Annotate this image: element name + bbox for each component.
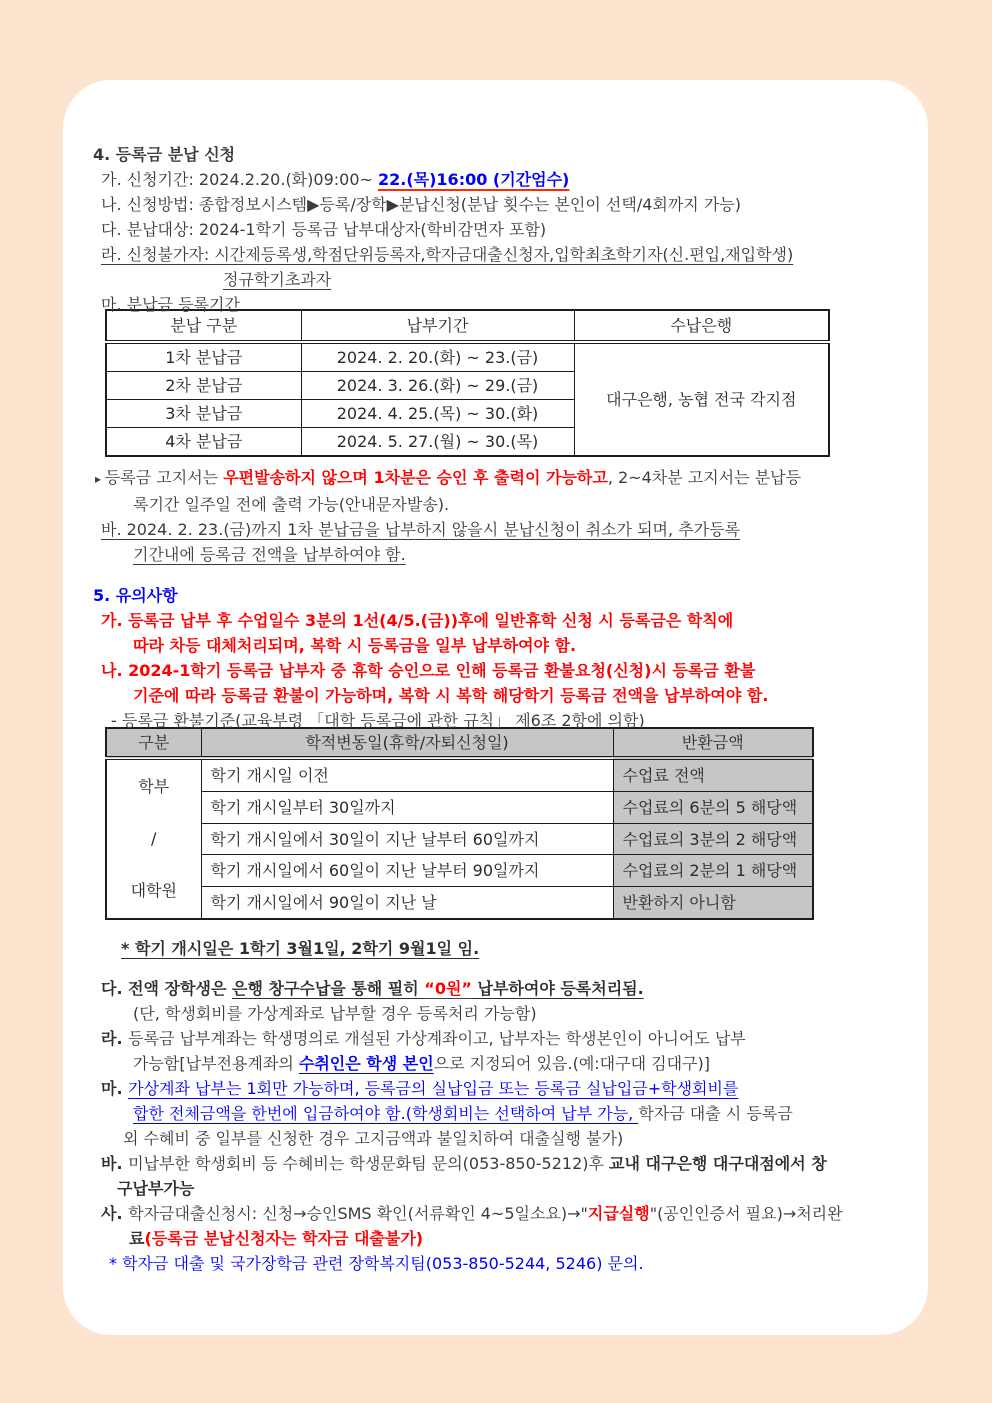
text-segment: (등록금 분납신청자는 학자금 대출불가)	[144, 1229, 424, 1248]
text-segment: 으로 지정되어 있음.(예:대구대 김대구)]	[433, 1054, 710, 1073]
table-row	[106, 823, 813, 855]
table-cell: 4차 분납금	[106, 428, 301, 457]
text-segment: 마.	[101, 1079, 129, 1098]
text-segment: 바. 2024. 2. 23.(금)까지 1차 분납금을 납부하지 않을시 분납신청이 취소가 되며, 추가등록	[101, 520, 740, 539]
text-line	[133, 542, 914, 567]
text-segment: 다. 전액 장학생은	[101, 979, 232, 998]
table-cell: 2024. 2. 20.(화) ~ 23.(금)	[301, 342, 574, 372]
text-line	[133, 683, 914, 708]
installment-table-head	[106, 310, 829, 342]
text-segment: 가상계좌 납부는 1회만 가능하며, 등록금의 실납입금 또는 등록금 실납입금+학생회비를	[128, 1079, 739, 1098]
text-segment: 정규학기초과자	[223, 270, 332, 289]
change-date-cell: 학기 개시일에서 90일이 지난 날	[201, 887, 613, 919]
table-cell: 2024. 3. 26.(화) ~ 29.(금)	[301, 372, 574, 400]
text-segment: 학자금대출신청시: 신청→승인SMS 확인(서류확인 4~5일소요)→"	[128, 1204, 588, 1223]
group-line: 대학원	[130, 881, 177, 900]
text-segment: - 등록금 환불기준(교육부령 「대학 등록금에 관한 규칙」 제6조 2항에 의함)	[111, 711, 645, 730]
text-line	[123, 1126, 914, 1151]
text-segment: 은행 창구수납을 통해 필히	[231, 979, 425, 998]
text-line	[109, 1251, 914, 1276]
refund-amount-cell: 수업료의 6분의 5 해당액	[613, 791, 813, 823]
text-line	[101, 192, 914, 217]
text-line	[133, 1051, 914, 1076]
change-date-cell: 학기 개시일에서 30일이 지난 날부터 60일까지	[201, 823, 613, 855]
table-cell: 2차 분납금	[106, 372, 301, 400]
refund-table-body	[106, 758, 813, 919]
refund-amount-cell: 수업료의 2분의 1 해당액	[613, 855, 813, 887]
text-segment: 22.(목)16:00 (기간엄수)	[378, 170, 570, 189]
column-header-period: 납부기간	[301, 310, 574, 342]
group-line: 학부	[138, 777, 170, 796]
text-segment: 마. 분납금 등록기간	[101, 295, 240, 314]
column-header-installment: 분납 구분	[106, 310, 301, 342]
column-header-category: 구분	[106, 728, 201, 758]
text-segment: ▸	[95, 472, 105, 486]
text-line	[101, 976, 914, 1001]
text-line	[101, 608, 914, 633]
table-cell: 3차 분납금	[106, 400, 301, 428]
text-line	[101, 658, 914, 683]
text-segment: 미납부한 학생회비 등 수혜비는 학생문화팀 문의(053-850-5212)후	[128, 1154, 610, 1173]
text-line	[95, 465, 914, 492]
text-segment: * 학기 개시일은 1학기 3월1일, 2학기 9월1일 임.	[121, 939, 480, 958]
text-segment: 수취인은 학생 본인	[298, 1054, 434, 1073]
section4-items	[93, 167, 914, 317]
change-date-cell: 학기 개시일 이전	[201, 758, 613, 791]
table-row	[106, 855, 813, 887]
table-header-row	[106, 310, 829, 342]
text-segment: 기간내에 등록금 전액을 납부하여야 함.	[133, 545, 406, 564]
general-notices	[93, 976, 914, 1276]
table-cell: 2024. 4. 25.(목) ~ 30.(화)	[301, 400, 574, 428]
text-line	[129, 1226, 914, 1251]
text-segment: 가. 등록금 납부 후 수업일수 3분의 1선(4/5.(금))후에 일반휴학 신청 시 등록금은 학칙에	[101, 611, 734, 630]
text-line	[101, 167, 914, 192]
column-header-refund-amount: 반환금액	[613, 728, 813, 758]
refund-amount-cell: 수업료의 3분의 2 해당액	[613, 823, 813, 855]
refund-criteria-table	[105, 727, 814, 920]
text-segment: 나. 2024-1학기 등록금 납부자 중 휴학 승인으로 인해 등록금 환불요청(신청)시 등록금 환불	[101, 661, 756, 680]
table-cell: 1차 분납금	[106, 342, 301, 372]
bank-cell: 대구은행, 농협 전국 각지점	[574, 342, 829, 456]
text-segment: 기준에 따라 등록금 환불이 가능하며, 복학 시 복학 해당학기 등록금 전액을 납부하여야 함.	[133, 686, 769, 705]
text-segment: 등록금 납부계좌는 학생명의로 개설된 가상계좌이고, 납부자는 학생본인이 아니어도 납부	[128, 1029, 746, 1048]
table-row	[106, 887, 813, 919]
table-row	[106, 342, 829, 372]
text-line	[101, 1201, 914, 1226]
text-line	[133, 1101, 914, 1126]
text-segment: 등록금 고지서는	[104, 468, 224, 487]
text-segment: 외 수혜비 중 일부를 신청한 경우 고지금액과 불일치하여 대출실행 불가)	[123, 1129, 624, 1148]
text-segment: 합한 전체금액을 한번에 입금하여야 함.(학생회비는 선택하여 납부 가능,	[133, 1104, 639, 1123]
refund-amount-cell: 반환하지 아니함	[613, 887, 813, 919]
refund-amount-cell: 수업료 전액	[613, 758, 813, 791]
text-line	[101, 242, 914, 267]
text-line	[101, 217, 914, 242]
text-segment: 구납부가능	[117, 1179, 195, 1198]
installment-schedule-table	[105, 309, 830, 457]
table-row	[106, 758, 813, 791]
text-line	[133, 1001, 914, 1026]
section4-title: 4. 등록금 분납 신청	[93, 145, 236, 164]
text-line	[117, 1176, 914, 1201]
text-segment: 우편발송하지 않으며 1차분은 승인 후 출력이 가능하고	[223, 468, 608, 487]
text-segment: "(공인인증서 필요)→처리완	[649, 1204, 843, 1223]
text-segment: 라.	[101, 1029, 129, 1048]
document-content	[93, 142, 914, 1276]
change-date-cell: 학기 개시일부터 30일까지	[201, 791, 613, 823]
installment-table-body	[106, 342, 829, 456]
section5-title: 5. 유의사항	[93, 586, 178, 605]
text-segment: 납부하여야 등록처리됨.	[471, 979, 644, 998]
text-line	[101, 1076, 914, 1101]
text-segment: 라. 신청불가자: 시간제등록생,학점단위등록자,학자금대출신청자,입학최초학기자(신.편입,재입학생)	[101, 245, 794, 264]
text-segment: 교내 대구은행 대구대점에서 창	[609, 1154, 827, 1173]
text-segment: 가능함[납부전용계좌의	[133, 1054, 299, 1073]
section4-notes	[93, 465, 914, 567]
text-segment: 학자금 대출 시 등록금	[638, 1104, 793, 1123]
text-segment: 록기간 일주일 전에 출력 가능(안내문자발송).	[133, 495, 450, 514]
table-cell: 2024. 5. 27.(월) ~ 30.(목)	[301, 428, 574, 457]
table-row	[106, 791, 813, 823]
text-segment: 따라 차등 대체처리되며, 복학 시 등록금을 일부 납부하여야 함.	[133, 636, 577, 655]
text-line	[133, 633, 914, 658]
text-segment: 바.	[101, 1154, 129, 1173]
text-segment: 료	[129, 1229, 145, 1248]
text-segment: 사.	[101, 1204, 129, 1223]
text-segment: 가. 신청기간: 2024.2.20.(화)09:00~	[101, 170, 378, 189]
change-date-cell: 학기 개시일에서 60일이 지난 날부터 90일까지	[201, 855, 613, 887]
text-line	[223, 267, 914, 292]
text-segment: * 학자금 대출 및 국가장학금 관련 장학복지팀(053-850-5244, 5246) 문의.	[109, 1254, 644, 1273]
column-header-change-date: 학적변동일(휴학/자퇴신청일)	[201, 728, 613, 758]
text-segment: “0원”	[424, 979, 472, 998]
text-segment: 나. 신청방법: 종합정보시스템▶등록/장학▶분납신청(분납 횟수는 본인이 선택/4회까지 가능)	[101, 195, 742, 214]
text-segment: 다. 분납대상: 2024-1학기 등록금 납부대상자(학비감면자 포함)	[101, 220, 547, 239]
text-line	[121, 936, 914, 961]
group-line: /	[151, 829, 157, 848]
text-segment: 지급실행	[587, 1204, 650, 1223]
text-line	[101, 1026, 914, 1051]
text-line	[133, 492, 914, 517]
column-header-bank: 수납은행	[574, 310, 829, 342]
refund-table-note	[93, 936, 914, 961]
text-line	[101, 517, 914, 542]
section5-items	[93, 608, 914, 733]
document-sheet	[63, 80, 928, 1335]
text-segment: , 2~4차분 고지서는 분납등	[607, 468, 802, 487]
text-segment: (단, 학생회비를 가상계좌로 납부할 경우 등록처리 가능함)	[133, 1004, 537, 1023]
text-line	[101, 1151, 914, 1176]
group-cell	[106, 758, 201, 919]
